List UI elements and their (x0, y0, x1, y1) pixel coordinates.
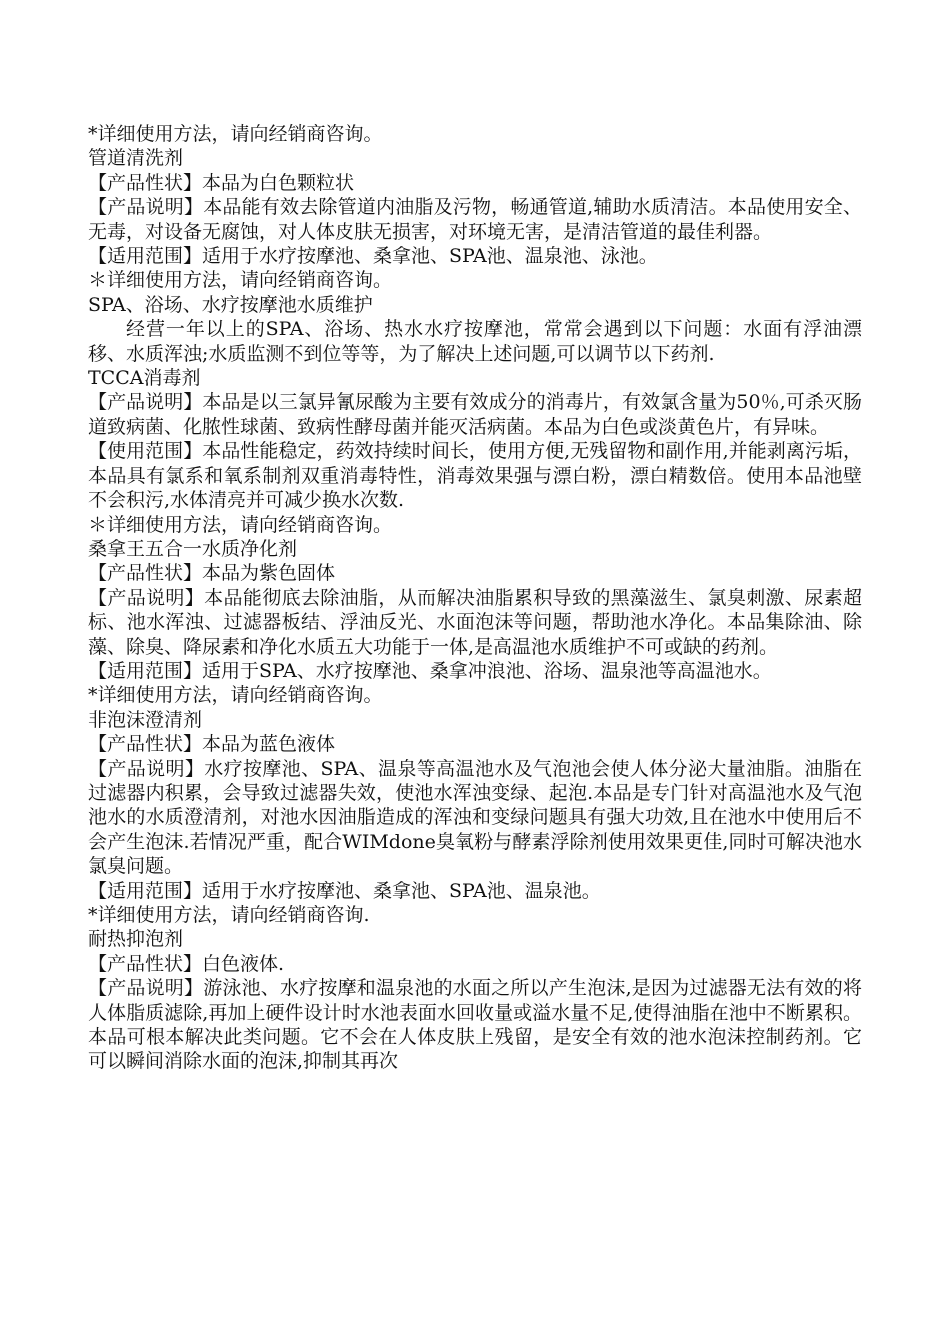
product-description: 【产品说明】本品是以三氯异氰尿酸为主要有效成分的消毒片，有效氯含量为50％,可杀灭肠道致病菌、化脓性球菌、致病性酵母菌并能灭活病菌。本品为白色或淡黄色片，有异味。 (88, 391, 862, 438)
application-scope: 【适用范围】适用于SPA、水疗按摩池、桑拿冲浪池、浴场、温泉池等高温池水。 (88, 659, 772, 682)
application-scope: 【使用范围】本品性能稳定，药效持续时间长，使用方便,无残留物和副作用,并能剥离污垢，本品具有氯系和氧系制剂双重消毒特性，消毒效果强与漂白粉，漂白精数倍。使用本品池壁不会积污,水体清亮并可减少换水次数. (88, 440, 862, 512)
product-description: 【产品说明】本品能彻底去除油脂，从而解决油脂累积导致的黑藻滋生、氯臭刺激、尿素超标、池水浑浊、过滤器板结、浮油反光、水面泡沫等问题，帮助池水净化。本品集除油、除藻、除臭、降尿素和净化水质五大功能于一体,是高温池水质维护不可或缺的药剂。 (88, 586, 862, 658)
usage-note: ＊详细使用方法，请向经销商咨询。 (88, 269, 393, 292)
intro-paragraph: 经营一年以上的SPA、浴场、热水水疗按摩池，常常会遇到以下问题：水面有浮油漂移、水质浑浊;水质监测不到位等等，为了解决上述问题,可以调节以下药剂. (88, 318, 862, 365)
product-form: 【产品性状】白色液体. (88, 952, 285, 975)
product-description: 【产品说明】水疗按摩池、SPA、温泉等高温池水及气泡池会使人体分泌大量油脂。油脂在过滤器内积累，会导致过滤器失效，使池水浑浊变绿、起泡.本品是专门针对高温池水及气泡池水的水质澄清剂，对池水因油脂造成的浑浊和变绿问题具有强大功效,且在池水中使用后不会产生泡沫.若情况严重，配合WIMdone臭氧粉与酵素浮除剂使用效果更佳,同时可解决池水氯臭问题。 (88, 757, 862, 878)
product-form: 【产品性状】本品为白色颗粒状 (88, 171, 355, 194)
application-scope: 【适用范围】适用于水疗按摩池、桑拿池、SPA池、温泉池、泳池。 (88, 245, 658, 268)
section-heading-non-foam-clarifier: 非泡沫澄清剂 (88, 708, 203, 731)
section-heading-sauna-purifier: 桑拿王五合一水质净化剂 (88, 537, 298, 560)
usage-note: ＊详细使用方法，请向经销商咨询。 (88, 513, 393, 536)
section-heading-water-maintenance: SPA、浴场、水疗按摩池水质维护 (88, 293, 373, 316)
section-heading-heat-resistant-antifoam: 耐热抑泡剂 (88, 928, 184, 951)
application-scope: 【适用范围】适用于水疗按摩池、桑拿池、SPA池、温泉池。 (88, 879, 601, 902)
section-heading-tcca: TCCA消毒剂 (88, 367, 201, 390)
usage-note: *详细使用方法，请向经销商咨询。 (88, 123, 383, 145)
product-description: 【产品说明】游泳池、水疗按摩和温泉池的水面之所以产生泡沫,是因为过滤器无法有效的将人体脂质滤除,再加上硬件设计时水池表面水回收量或溢水量不足,使得油脂在池中不断累积。本品可根本解决此类问题。它不会在人体皮肤上残留，是安全有效的池水泡沫控制药剂。它可以瞬间消除水面的泡沫,抑制其再次 (88, 977, 862, 1073)
product-description: 【产品说明】本品能有效去除管道内油脂及污物，畅通管道,辅助水质清洁。本品使用安全、无毒，对设备无腐蚀，对人体皮肤无损害，对环境无害，是清洁管道的最佳利器。 (88, 196, 862, 243)
usage-note: *详细使用方法，请向经销商咨询。 (88, 684, 383, 707)
section-heading-pipe-cleaner: 管道清洗剂 (88, 147, 184, 170)
product-form: 【产品性状】本品为蓝色液体 (88, 733, 336, 756)
product-form: 【产品性状】本品为紫色固体 (88, 562, 336, 585)
usage-note: *详细使用方法，请向经销商咨询. (88, 904, 370, 926)
document-page (88, 122, 862, 1074)
